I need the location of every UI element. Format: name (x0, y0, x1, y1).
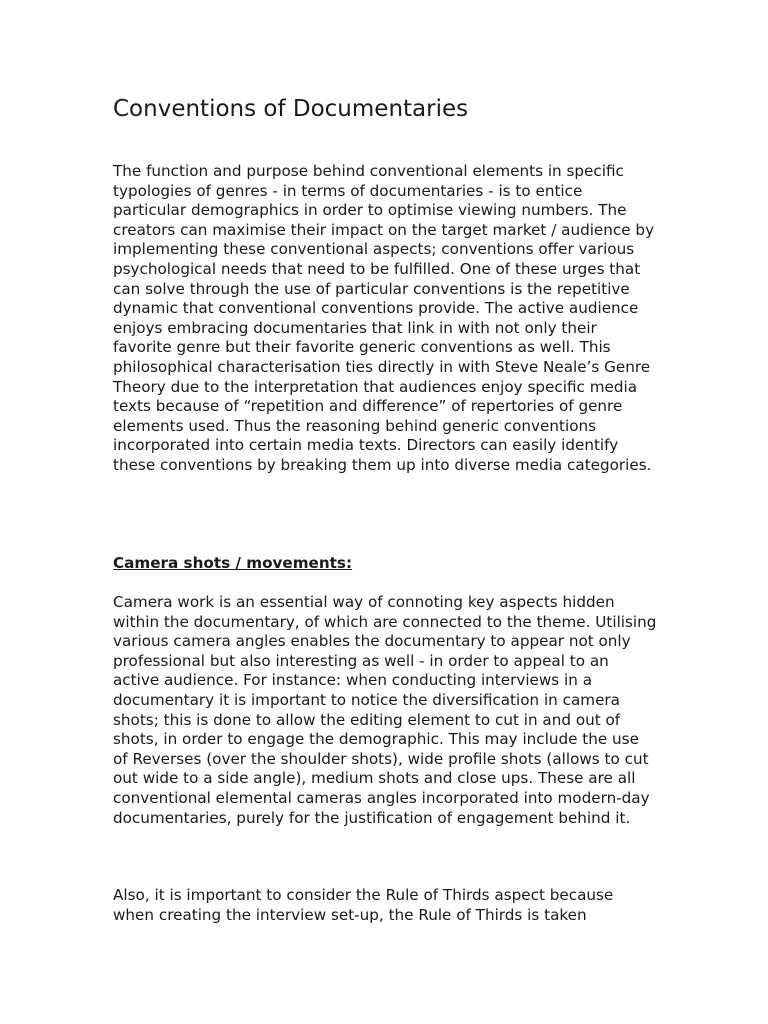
camera-work-paragraph: Camera work is an essential way of connoting key aspects hidden within the documentary, of which are connected to the theme. Utilising various camera angles enables the documentary to appear not only professional but also interesting as well - in order to appeal to an active audience. For instance: when conducting interviews in a documentary it is important to notice the diversification in camera shots; this is done to allow the editing element to cut in and out of shots, in order to engage the demographic. This may include the use of Reverses (over the shoulder shots), wide profile shots (allows to cut out wide to a side angle), medium shots and close ups. These are all conventional elemental cameras angles incorporated into modern-day documentaries, purely for the justification of engagement behind it. (113, 593, 657, 827)
section-heading-camera-shots: Camera shots / movements: (113, 554, 353, 572)
rule-of-thirds-paragraph: Also, it is important to consider the Rule of Thirds aspect because when creating the interview set-up, the Rule of Thirds is taken (113, 886, 614, 924)
document-title: Conventions of Documentaries (113, 96, 469, 122)
intro-paragraph: The function and purpose behind conventional elements in specific typologies of genres - in terms of documentaries - is to entice particular demographics in order to optimise viewing numbers. The creators can maximise their impact on the target market / audience by implementing these conventional aspects; conventions offer various psychological needs that need to be fulfilled. One of these urges that can solve through the use of particular conventions is the repetitive dynamic that conventional conventions provide. The active audience enjoys embracing documentaries that link in with not only their favorite genre but their favorite generic conventions as well. This philosophical characterisation ties directly in with Steve Neale’s Genre Theory due to the interpretation that audiences enjoy specific media texts because of “repetition and difference” of repertories of genre elements used. Thus the reasoning behind generic conventions incorporated into certain media texts. Directors can easily identify these conventions by breaking them up into diverse media categories. (113, 162, 655, 474)
